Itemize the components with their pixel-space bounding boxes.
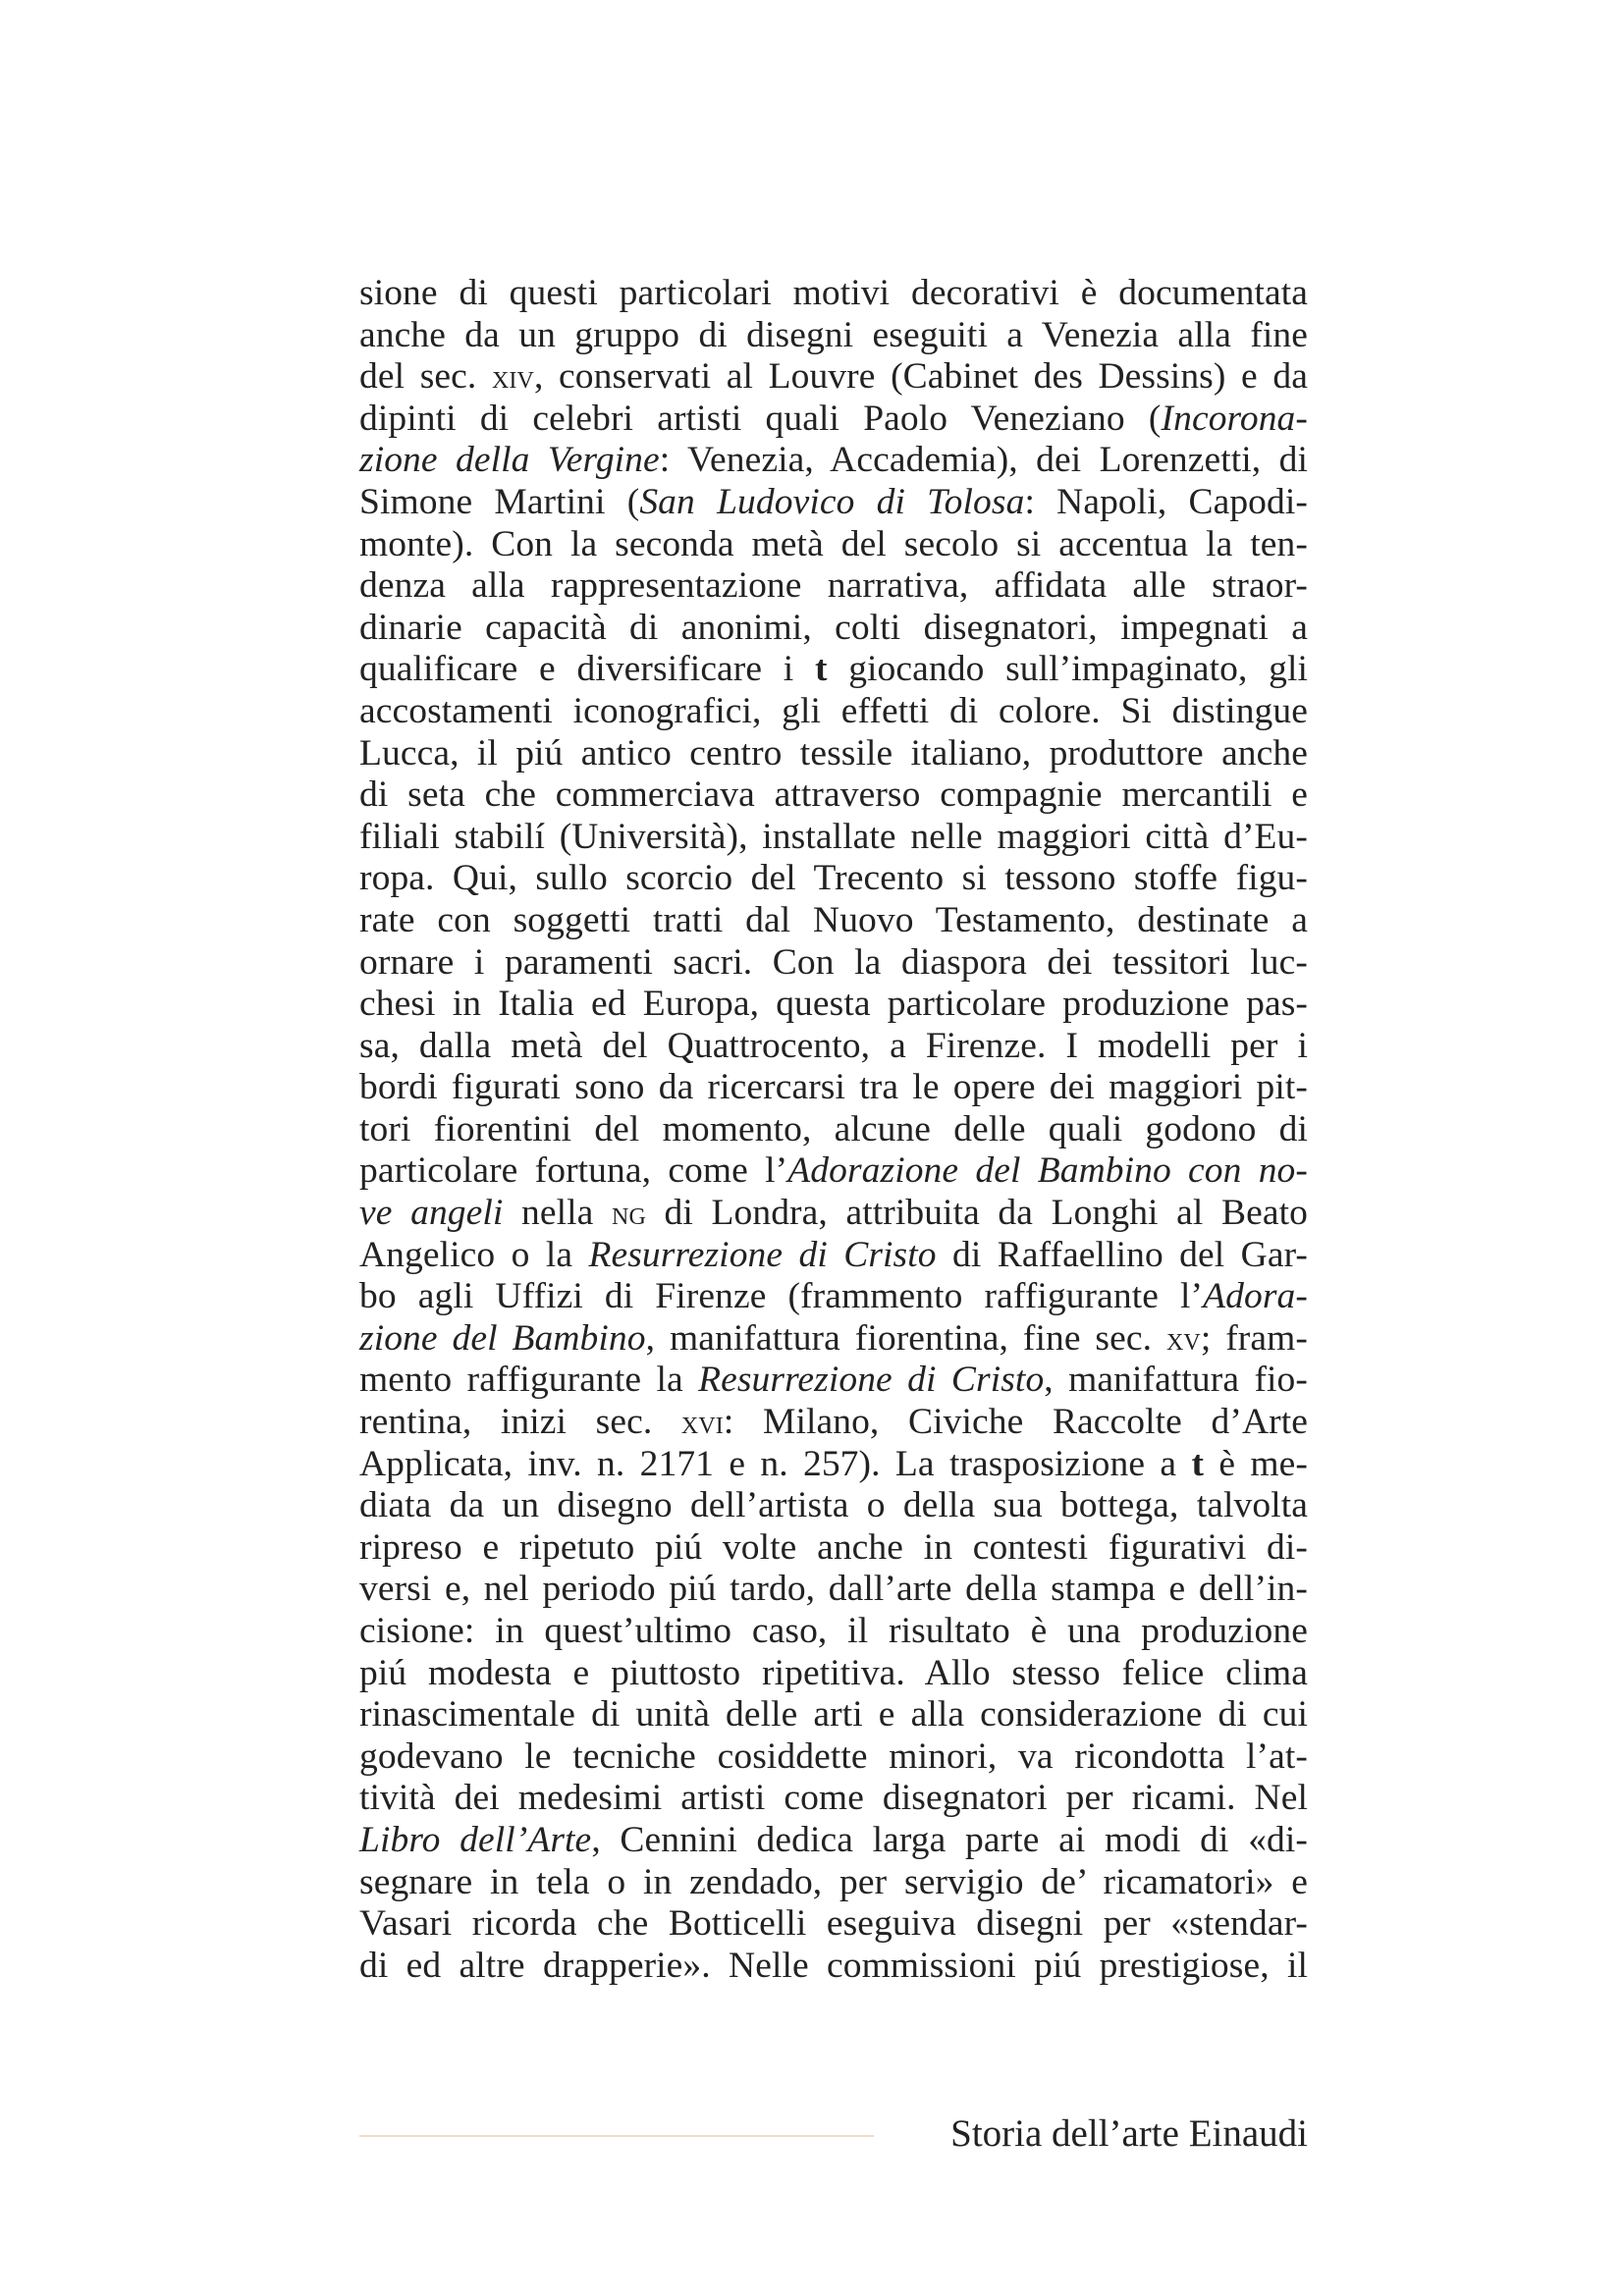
text-run: Applicata, inv. n. 2171 e n. 257). La trasposizione a [359,1443,1192,1484]
text-run: Lucca, il piú antico centro tessile italiano, produttore anche [359,732,1308,774]
text-run: ripreso e ripetuto piú volte anche in contesti figurativi di- [359,1526,1308,1568]
text-run: Vasari ricorda che Botticelli eseguiva disegni per «stendar- [359,1903,1308,1945]
text-run: bordi figurati sono da ricercarsi tra le opere dei maggiori pit- [359,1067,1308,1108]
text-line [359,984,1308,1026]
footer-series-title: Storia dell’arte Einaudi [950,2112,1308,2155]
text-run: denza alla rappresentazione narrativa, affidata alle straor- [359,565,1308,607]
text-run: particolare fortuna, come l’ [359,1150,788,1192]
text-line [359,1318,1308,1361]
small-caps-text: xv [1165,1319,1201,1358]
text-run: : Venezia, Accademia), dei Lorenzetti, di [659,440,1308,481]
text-line [359,440,1308,482]
text-run: è me- [1204,1443,1308,1484]
body-text [359,273,1308,1987]
text-run: mento raffigurante la [359,1360,699,1401]
text-line [359,1485,1308,1527]
text-line [359,1736,1308,1779]
text-line [359,691,1308,733]
text-run: godevano le tecniche cosiddette minori, va ricondotta l’at- [359,1735,1308,1777]
text-run: di ed altre drapperie». Nelle commissioni piú prestigiose, il [359,1945,1308,1986]
text-run: rate con soggetti tratti dal Nuovo Testamento, destinate a [359,899,1308,940]
text-run: giocando sull’impaginato, gli [827,649,1308,690]
text-run: dinarie capacità di anonimi, colti disegnatori, impegnati a [359,607,1308,648]
text-run: qualificare e diversificare i [359,649,815,690]
text-run: tori fiorentini del momento, alcune delle quali godono di [359,1108,1308,1149]
footer-rule [359,2135,874,2137]
text-line [359,1862,1308,1904]
italic-text: Resurrezione di Cristo [698,1360,1045,1401]
text-line [359,733,1308,775]
text-line [359,315,1308,357]
text-run: rentina, inizi sec. [359,1402,681,1443]
text-run: : Napoli, Capodi- [1024,481,1308,522]
text-line [359,565,1308,608]
bold-text: t [1191,1443,1205,1484]
text-run: : Milano, Civiche Raccolte d’Arte [723,1402,1308,1443]
bold-text: t [814,649,828,690]
text-run: segnare in tela o in zendado, per servigio de’ ricamatori» e [359,1861,1308,1902]
text-line [359,1026,1308,1068]
text-line [359,482,1308,524]
text-run: di Raffaellino del Gar- [936,1234,1308,1275]
italic-text: ve angeli [359,1193,504,1234]
italic-text: Adorazione del Bambino con no- [787,1150,1308,1192]
text-line [359,273,1308,315]
text-line [359,900,1308,942]
text-line [359,1235,1308,1277]
text-run: sa, dalla metà del Quattrocento, a Firenze. I modelli per i [359,1025,1308,1066]
text-run: , manifattura fiorentina, fine sec. [645,1317,1166,1359]
text-run: di Londra, attribuita da Longhi al Beato [645,1193,1309,1234]
text-run: chesi in Italia ed Europa, questa particolare produzione pas- [359,984,1308,1025]
text-line [359,1402,1308,1444]
text-line [359,942,1308,985]
text-run: ; fram- [1200,1317,1308,1359]
text-run: del sec. [359,356,492,398]
text-run: ropa. Qui, sullo scorcio del Trecento si tessono stoffe figu- [359,858,1308,899]
text-line [359,858,1308,900]
text-run: versi e, nel periodo piú tardo, dall’arte della stampa e dell’in- [359,1569,1308,1610]
text-line [359,1946,1308,1988]
text-line [359,356,1308,399]
text-run: , conservati al Louvre (Cabinet des Dessins) e da [533,356,1308,398]
text-line [359,1611,1308,1653]
text-line [359,649,1308,691]
text-run: , manifattura fio- [1044,1360,1308,1401]
text-run: Angelico o la [359,1234,589,1275]
text-run: monte). Con la seconda metà del secolo si accentua la ten- [359,523,1308,564]
small-caps-text: ng [612,1195,646,1233]
text-line [359,1276,1308,1318]
text-run: filiali stabilí (Università), installate nelle maggiori città d’Eu- [359,816,1308,857]
text-run: diata da un disegno dell’artista o della sua bottega, talvolta [359,1485,1308,1526]
text-line [359,1694,1308,1736]
text-line [359,774,1308,817]
text-line [359,817,1308,859]
text-run: bo agli Uffizi di Firenze (frammento raffigurante l’ [359,1276,1204,1317]
italic-text: San Ludovico di Tolosa [639,481,1025,522]
text-line [359,1569,1308,1611]
text-line [359,1193,1308,1235]
text-line [359,1360,1308,1402]
text-line [359,1067,1308,1109]
text-line [359,1778,1308,1820]
text-run: dipinti di celebri artisti quali Paolo Veneziano ( [359,398,1162,439]
text-run: di seta che commerciava attraverso compagnie mercantili e [359,774,1308,816]
italic-text: Incorona- [1161,398,1308,439]
text-line [359,1820,1308,1862]
small-caps-text: xiv [491,358,534,397]
text-line [359,1527,1308,1570]
text-run: ornare i paramenti sacri. Con la diaspora dei tessitori luc- [359,941,1308,983]
text-line [359,399,1308,441]
text-line [359,1150,1308,1193]
text-run: anche da un gruppo di disegni eseguiti a Venezia alla fine [359,314,1308,355]
text-line [359,1444,1308,1486]
text-line [359,608,1308,650]
italic-text: zione della Vergine [359,440,660,481]
text-run: nella [503,1193,613,1234]
text-run: tività dei medesimi artisti come disegnatori per ricami. Nel [359,1778,1308,1819]
text-line [359,1653,1308,1695]
text-run: Simone Martini ( [359,481,640,522]
text-line [359,1903,1308,1946]
italic-text: Adora- [1203,1276,1308,1317]
small-caps-text: xvi [680,1404,724,1442]
text-run: piú modesta e piuttosto ripetitiva. Allo stesso felice clima [359,1652,1308,1693]
text-run: sione di questi particolari motivi decorativi è documentata [359,273,1308,313]
italic-text: zione del Bambino [359,1317,646,1359]
text-line [359,524,1308,566]
text-line [359,1109,1308,1151]
text-run: rinascimentale di unità delle arti e alla considerazione di cui [359,1694,1308,1735]
text-run: , Cennini dedica larga parte ai modi di «di- [591,1819,1308,1860]
italic-text: Libro dell’Arte [359,1819,592,1860]
text-run: cisione: in quest’ultimo caso, il risultato è una produzione [359,1611,1308,1651]
text-run: accostamenti iconografici, gli effetti di colore. Si distingue [359,690,1308,731]
italic-text: Resurrezione di Cristo [588,1234,937,1275]
